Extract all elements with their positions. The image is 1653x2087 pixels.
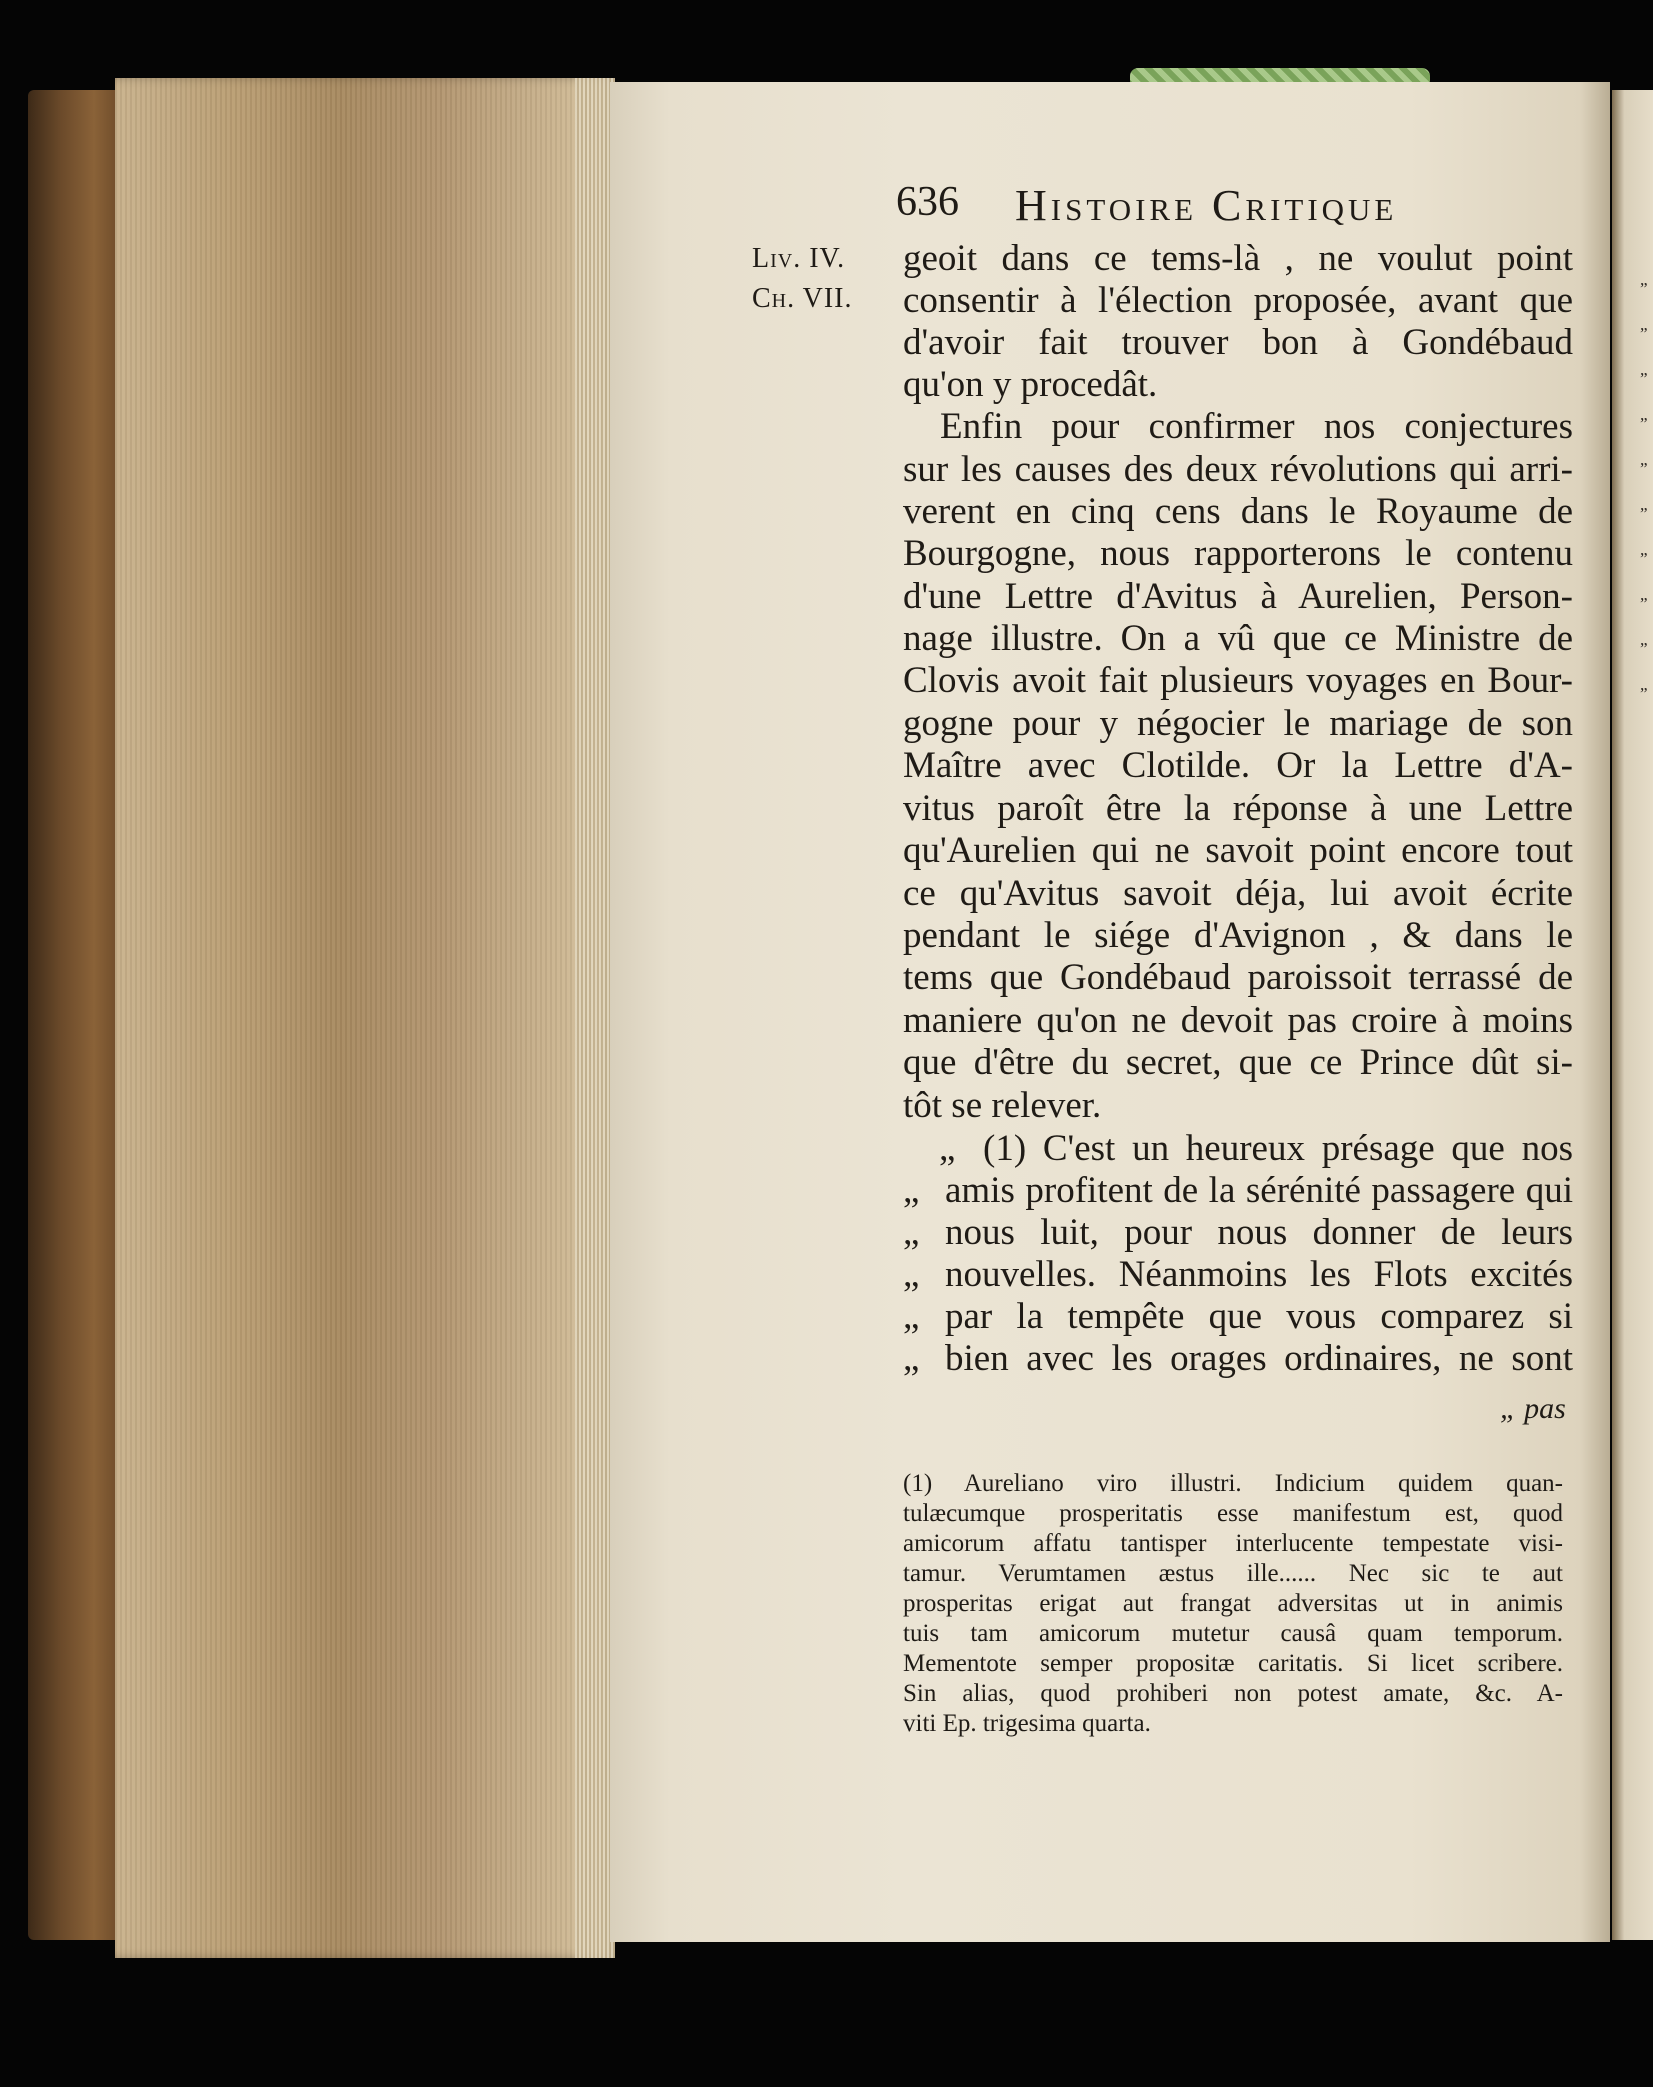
body-line: qu'on y procedât. bbox=[903, 364, 1158, 405]
body-line: nage illustre. On a vû que ce Ministre de bbox=[903, 618, 1573, 659]
footnote-line: Sin alias, quod prohiberi non potest amate, &c. A- bbox=[903, 1680, 1563, 1707]
margin-note-chapter: Ch. VII. bbox=[752, 283, 853, 314]
body-line: que d'être du secret, que ce Prince dût si- bbox=[903, 1042, 1573, 1083]
footnote-line: Mementote semper propositæ caritatis. Si licet scribere. bbox=[903, 1650, 1563, 1677]
body-line: tems que Gondébaud paroissoit terrassé de bbox=[903, 957, 1573, 998]
body-line: qu'Aurelien qui ne savoit point encore tout bbox=[903, 830, 1573, 871]
footnote-line: prosperitas erigat aut frangat adversitas ut in animis bbox=[903, 1590, 1563, 1617]
quote-mark: „ bbox=[903, 1170, 920, 1211]
page-stack-edges bbox=[115, 78, 615, 1958]
body-line: gogne pour y négocier le mariage de son bbox=[903, 703, 1573, 744]
next-page-quote-mark: „ bbox=[1640, 405, 1648, 424]
footnote-line: viti Ep. trigesima quarta. bbox=[903, 1710, 1151, 1737]
body-line: Bourgogne, nous rapporterons le contenu bbox=[903, 533, 1573, 574]
quote-mark: „ bbox=[903, 1296, 920, 1337]
quote-mark: „ bbox=[903, 1254, 920, 1295]
next-page-quote-mark: „ bbox=[1640, 315, 1648, 334]
margin-note-book: Liv. IV. bbox=[752, 243, 846, 274]
body-line: ce qu'Avitus savoit déja, lui avoit écrite bbox=[903, 873, 1573, 914]
next-page-quote-mark: „ bbox=[1640, 450, 1648, 469]
footnote-line: tamur. Verumtamen æstus ille...... Nec sic te aut bbox=[903, 1560, 1563, 1587]
next-page-quote-mark: „ bbox=[1640, 585, 1648, 604]
next-page-quote-mark: „ bbox=[1640, 495, 1648, 514]
body-line: vitus paroît être la réponse à une Lettre bbox=[903, 788, 1573, 829]
next-page-quote-mark: „ bbox=[1640, 630, 1648, 649]
quote-text: par la tempête que vous comparez si bbox=[945, 1296, 1573, 1337]
body-line: sur les causes des deux révolutions qui arri- bbox=[903, 449, 1573, 490]
body-line: consentir à l'élection proposée, avant que bbox=[903, 280, 1573, 321]
quote-text: nouvelles. Néanmoins les Flots excités bbox=[945, 1254, 1573, 1295]
quote-mark: „ bbox=[903, 1338, 920, 1379]
body-line: Enfin pour confirmer nos conjectures bbox=[940, 406, 1573, 447]
body-line: pendant le siége d'Avignon , & dans le bbox=[903, 915, 1573, 956]
body-line: tôt se relever. bbox=[903, 1085, 1102, 1126]
quote-text: nous luit, pour nous donner de leurs bbox=[945, 1212, 1573, 1253]
body-line: Clovis avoit fait plusieurs voyages en Bour- bbox=[903, 660, 1573, 701]
quote-mark: „ bbox=[903, 1212, 920, 1253]
footnote-line: tuis tam amicorum mutetur causâ quam temporum. bbox=[903, 1620, 1563, 1647]
next-page-quote-mark: „ bbox=[1640, 270, 1648, 289]
footnote-line: tulæcumque prosperitatis esse manifestum est, quod bbox=[903, 1500, 1563, 1527]
quote-text: (1) C'est un heureux présage que nos bbox=[983, 1128, 1573, 1169]
quote-mark: „ bbox=[939, 1128, 956, 1169]
running-title: Histoire Critique bbox=[1015, 181, 1398, 230]
next-page-quote-mark: „ bbox=[1640, 540, 1648, 559]
quote-text: bien avec les orages ordinaires, ne sont bbox=[945, 1338, 1573, 1379]
page-number: 636 bbox=[896, 179, 959, 225]
body-line: d'une Lettre d'Avitus à Aurelien, Person- bbox=[903, 576, 1573, 617]
body-line: verent en cinq cens dans le Royaume de bbox=[903, 491, 1573, 532]
catchword: „ pas bbox=[1500, 1392, 1566, 1425]
body-line: Maître avec Clotilde. Or la Lettre d'A- bbox=[903, 745, 1573, 786]
footnote-line: (1) Aureliano viro illustri. Indicium quidem quan- bbox=[903, 1470, 1563, 1497]
body-line: maniere qu'on ne devoit pas croire à moins bbox=[903, 1000, 1573, 1041]
quote-text: amis profitent de la sérénité passagere qui bbox=[945, 1170, 1573, 1211]
next-page-quote-mark: „ bbox=[1640, 675, 1648, 694]
body-line: d'avoir fait trouver bon à Gondébaud bbox=[903, 322, 1573, 363]
next-page-quote-mark: „ bbox=[1640, 360, 1648, 379]
body-line: geoit dans ce tems-là , ne voulut point bbox=[903, 238, 1573, 279]
footnote-line: amicorum affatu tantisper interlucente tempestate visi- bbox=[903, 1530, 1563, 1557]
